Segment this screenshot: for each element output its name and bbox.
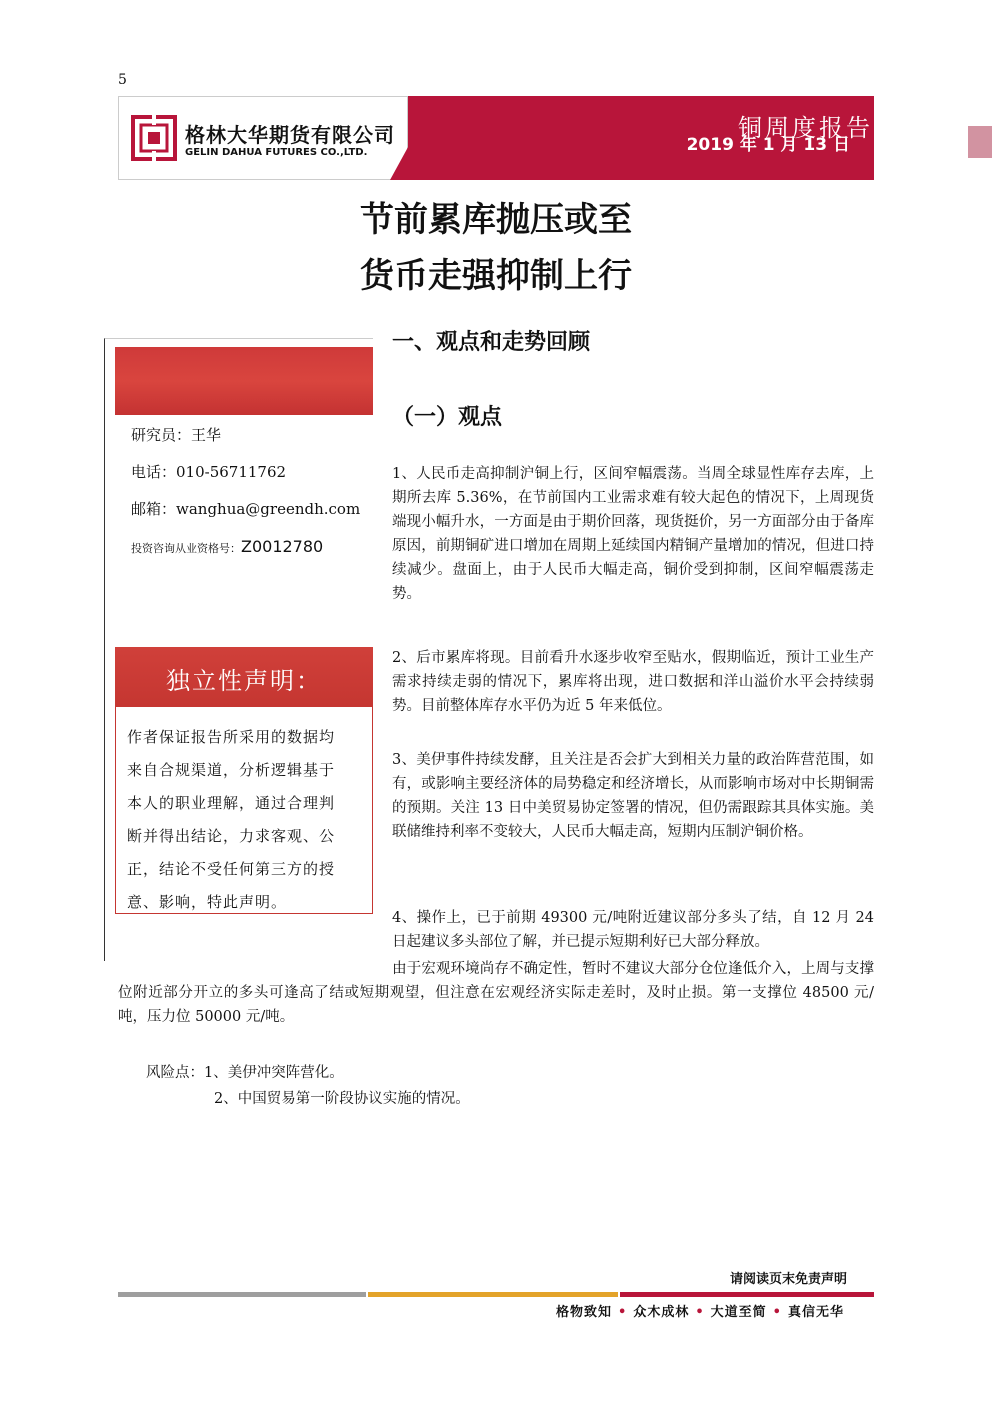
motto-item: 格物致知 xyxy=(556,1305,613,1320)
risk-point-1: 风险点：1、美伊冲突阵营化。 xyxy=(146,1065,344,1081)
date-strip xyxy=(968,126,992,158)
risk-points xyxy=(146,1060,470,1112)
disclaimer-note: 请阅读页末免责声明 xyxy=(730,1272,848,1287)
footer-divider-red xyxy=(620,1292,874,1297)
report-type: 铜周度报告 xyxy=(738,114,873,142)
license-row xyxy=(131,528,360,567)
page-number: 5 xyxy=(118,72,127,88)
viewpoint-paragraph-4: 4、操作上，已于前期 49300 元/吨附近建议部分多头了结，自 12 月 24 日起建议多头部位了解，并已提示短期利好已大部分释放。 xyxy=(392,910,874,950)
company-name-cn: 格林大华期货有限公司 xyxy=(185,123,395,147)
bullet-icon: • xyxy=(618,1305,628,1320)
independence-title: 独立性声明： xyxy=(166,667,322,695)
report-header xyxy=(118,96,874,180)
analyst-contacts xyxy=(131,417,360,567)
viewpoint-paragraph-1: 1、人民币走高抑制沪铜上行，区间窄幅震荡。当周全球显性库存去库，上期所去库 5.36%，在节前国内工业需求难有较大起色的情况下，上周现货端现小幅升水，一方面是由于期价回落，现货挺价，另一方面部分由于备库原因，前期铜矿进口增加在周期上延续国内精铜产量增加的情况，但进口持续减少。盘面上，由于人民币大幅走高，铜价受到抑制，区间窄幅震荡走势。 xyxy=(392,466,874,602)
footer-divider-orange xyxy=(368,1292,618,1297)
researcher-name: 研究员：王华 xyxy=(131,426,222,444)
motto-item: 真信无华 xyxy=(787,1305,844,1320)
company-name-en: GELIN DAHUA FUTURES CO.,LTD. xyxy=(185,147,368,158)
section-heading: 一、观点和走势回顾 xyxy=(392,329,591,355)
researcher-phone: 电话：010-56711762 xyxy=(131,463,287,481)
footer-divider-gray xyxy=(118,1292,366,1297)
report-title xyxy=(0,192,992,304)
license-label: 投资咨询从业资格号： xyxy=(131,542,241,555)
bullet-icon: • xyxy=(772,1305,782,1320)
independence-statement: 作者保证报告所采用的数据均来自合规渠道，分析逻辑基于本人的职业理解，通过合理判断并得出结论，力求客观、公正，结论不受任何第三方的授意、影响，特此声明。 xyxy=(127,728,336,911)
analyst-sidebar xyxy=(104,338,373,961)
footer-divider xyxy=(118,1292,874,1297)
title-line-1: 节前累库抛压或至 xyxy=(360,200,632,240)
paragraph-4-continuation-text: 由于宏观环境尚存不确定性，暂时不建议大部分仓位逢低介入，上周与支撑位附近部分开立的多头可逢高了结或短期观望，但注意在宏观经济实际走差时，及时止损。第一支撑位 48500 元/吨，压力位 50000 元/吨。 xyxy=(118,961,874,1025)
banner-background xyxy=(408,96,874,180)
license-code: Z0012780 xyxy=(241,537,324,556)
company-motto xyxy=(556,1301,844,1320)
risk-point-2: 2、中国贸易第一阶段协议实施的情况。 xyxy=(214,1091,470,1107)
company-logo-icon xyxy=(131,115,177,161)
viewpoint-paragraph-3: 3、美伊事件持续发酵，且关注是否会扩大到相关力量的政治阵营范围，如有，或影响主要经济体的局势稳定和经济增长，从而影响市场对中长期铜需的预期。关注 13 日中美贸易协定签署的情况，但仍需跟踪其具体实施。美联储维持利率不变较大，人民币大幅走高，短期内压制沪铜价格。 xyxy=(392,752,874,840)
subsection-heading: （一）观点 xyxy=(392,404,503,430)
independence-banner xyxy=(115,647,373,707)
title-line-2: 货币走强抑制上行 xyxy=(360,256,632,296)
researcher-email: 邮箱：wanghua@greendh.com xyxy=(131,500,361,518)
motto-item: 众木成林 xyxy=(633,1305,690,1320)
company-logo-block xyxy=(118,96,408,180)
motto-item: 大道至简 xyxy=(710,1305,767,1320)
report-date: 2019 年 1 月 13 日 xyxy=(686,135,850,155)
viewpoint-paragraph-2: 2、后市累库将现。目前看升水逐步收窄至贴水，假期临近，预计工业生产需求持续走弱的情况下，累库将出现，进口数据和洋山溢价水平会持续弱势。目前整体库存水平仍为近 5 年来低位。 xyxy=(392,650,874,714)
sidebar-red-band xyxy=(115,347,373,415)
viewpoint-paragraph-4-continued xyxy=(118,957,874,1029)
bullet-icon: • xyxy=(695,1305,705,1320)
